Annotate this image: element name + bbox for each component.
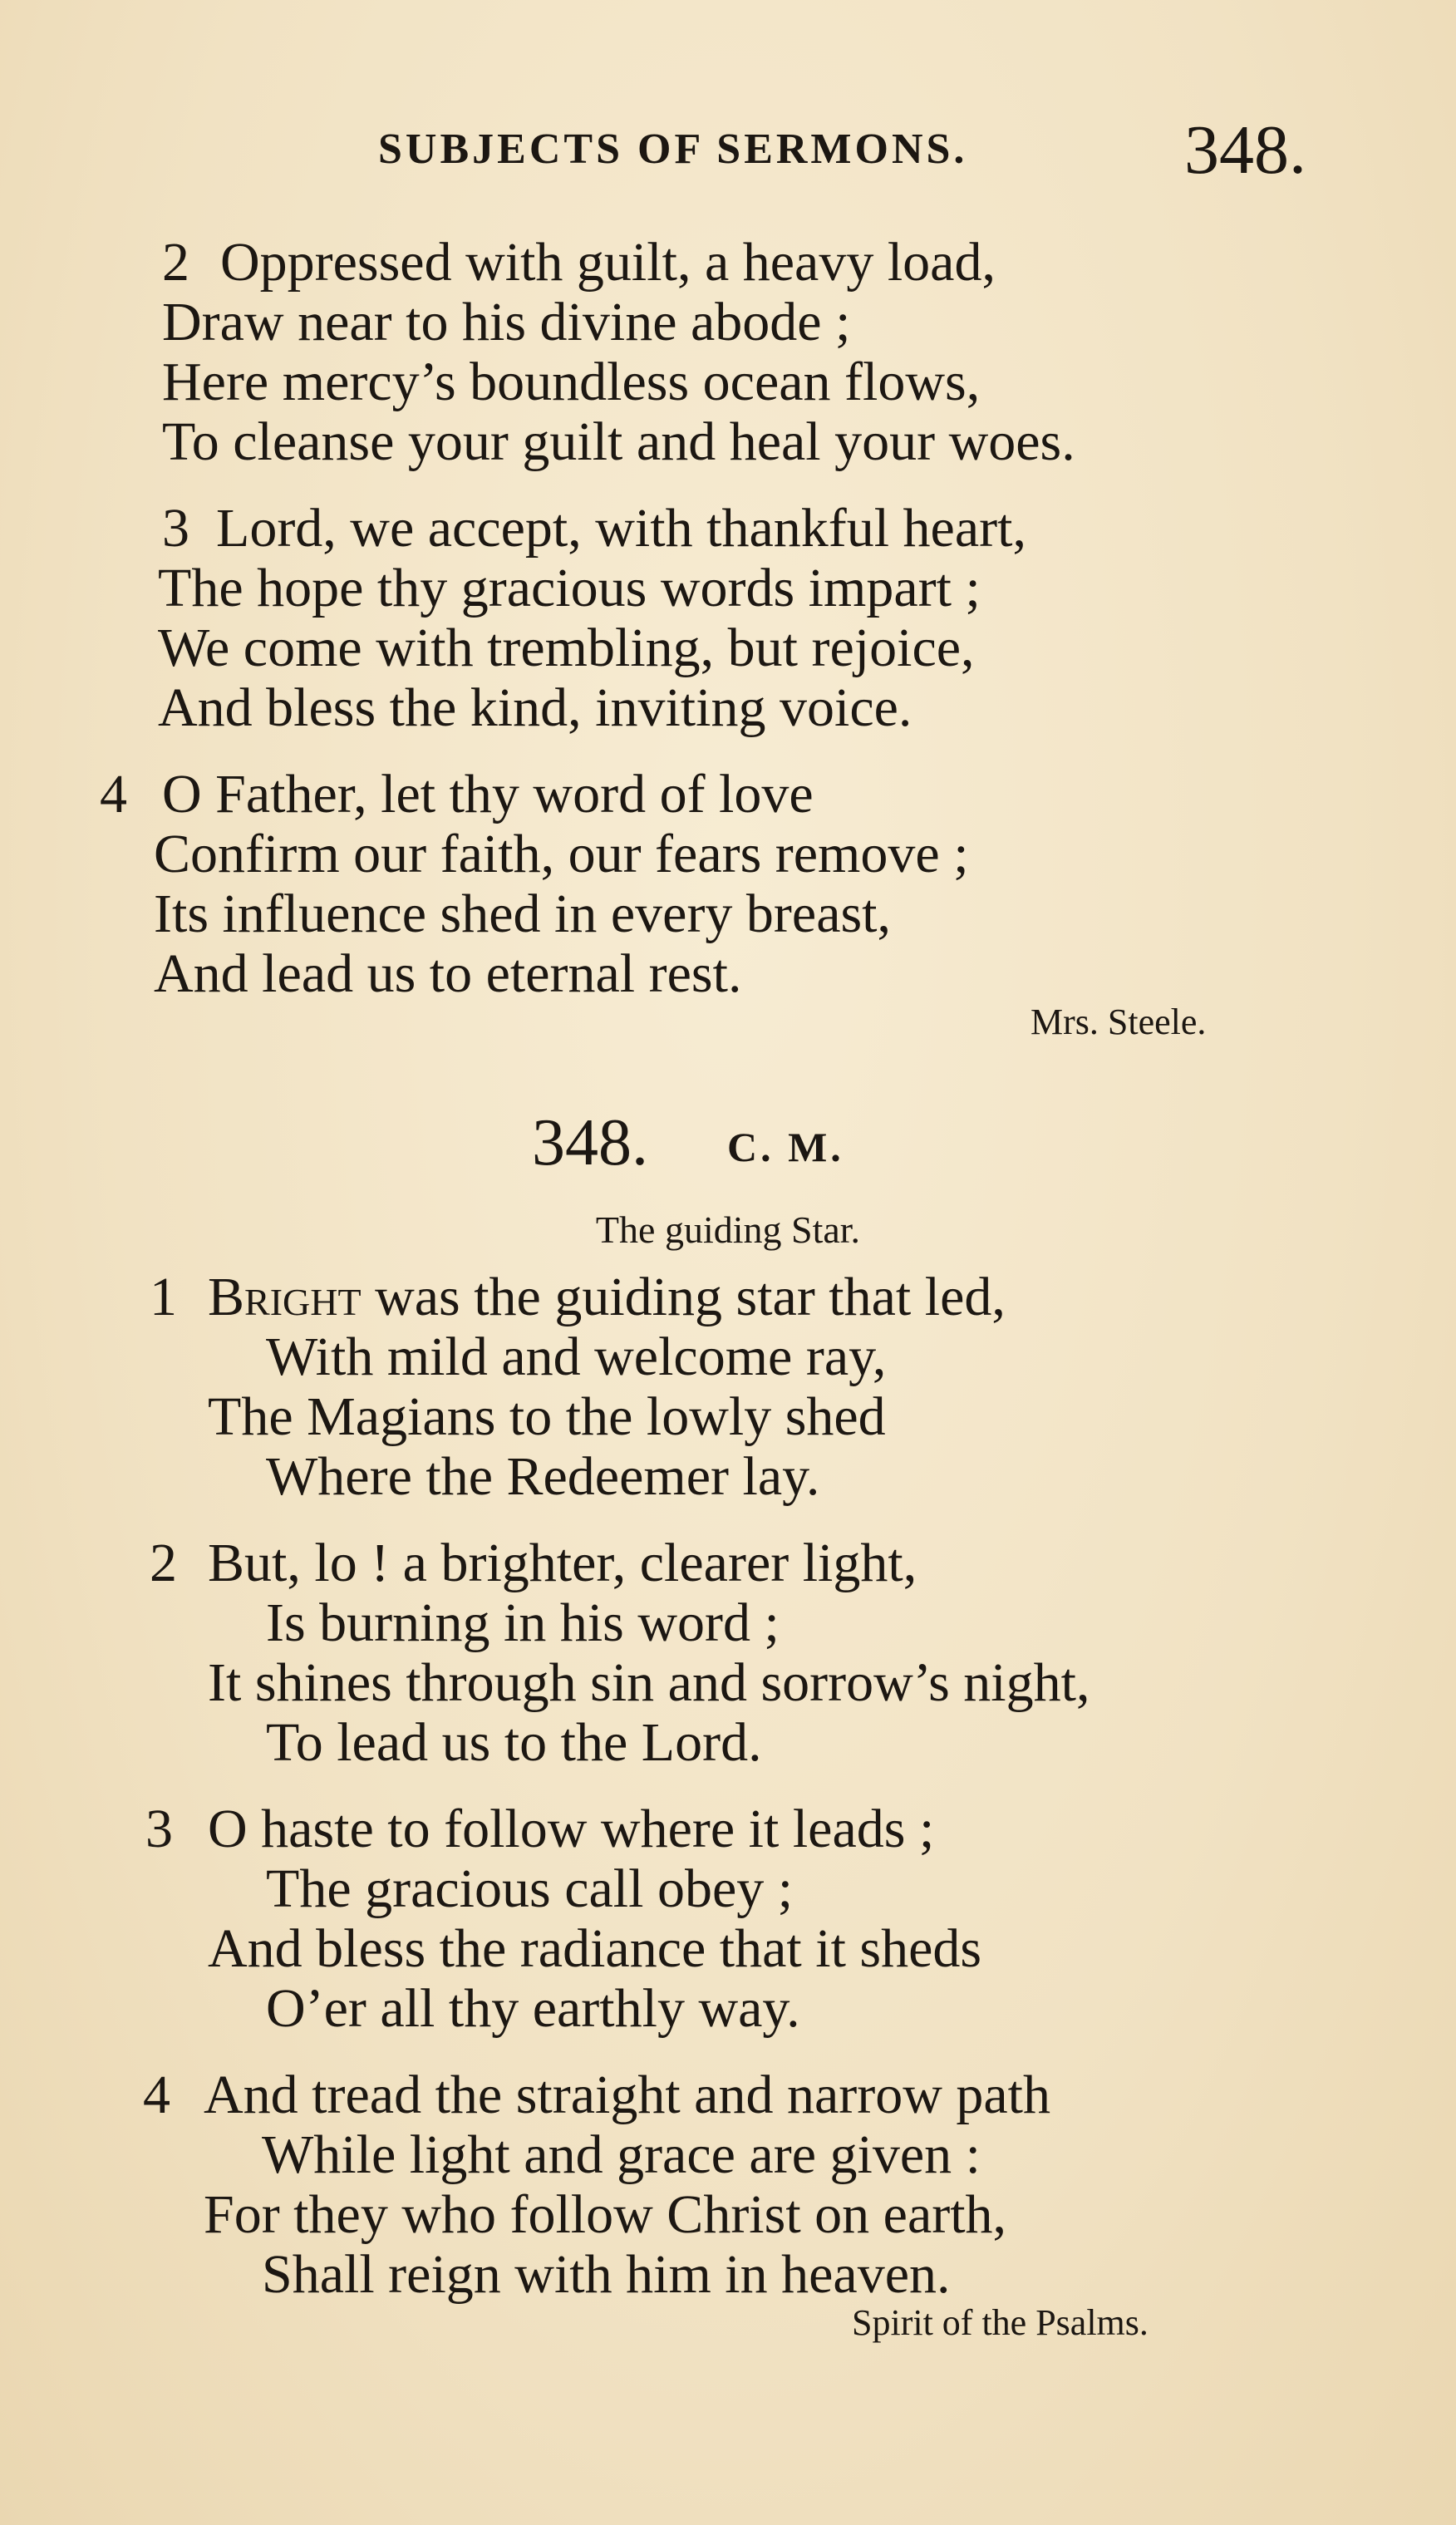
stanza-number: 3	[145, 1799, 173, 1859]
verse-line: For they who follow Christ on earth,	[204, 2184, 1007, 2245]
stanza-number: 4	[143, 2065, 170, 2125]
verse-line: O haste to follow where it leads ;	[208, 1799, 935, 1859]
verse-line	[208, 1267, 1006, 1327]
hymn-meter: C. M.	[727, 1124, 844, 1170]
stanza-number: 2	[162, 232, 189, 293]
page-number: 348.	[1184, 111, 1306, 189]
drop-word: Bright	[208, 1267, 362, 1327]
verse-line: Confirm our faith, our fears remove ;	[154, 824, 969, 884]
stanza-number: 4	[100, 764, 127, 824]
verse-line: O’er all thy earthly way.	[266, 1978, 800, 2039]
verse-line: The gracious call obey ;	[266, 1858, 794, 1919]
verse-line: We come with trembling, but rejoice,	[158, 618, 975, 678]
verse-line: Where the Redeemer lay.	[266, 1446, 820, 1507]
hymn-number: 348.	[532, 1106, 648, 1179]
verse-line: Its influence shed in every breast,	[154, 884, 892, 944]
attribution: Spirit of the Psalms.	[852, 2302, 1149, 2343]
verse-line: Draw near to his divine abode ;	[162, 292, 851, 352]
verse-line: To cleanse your guilt and heal your woes.	[162, 411, 1075, 472]
hymn-title: The guiding Star.	[595, 1208, 861, 1251]
verse-line: The Magians to the lowly shed	[208, 1386, 886, 1447]
verse-line: Oppressed with guilt, a heavy load,	[220, 232, 996, 293]
verse-line-rest: was the guiding star that led,	[361, 1267, 1006, 1327]
verse-line: With mild and welcome ray,	[266, 1326, 887, 1387]
verse-line: Here mercy’s boundless ocean flows,	[162, 352, 981, 412]
hymn-heading	[0, 1101, 1456, 1193]
page-header	[0, 111, 1456, 191]
stanza-number: 3	[162, 498, 189, 559]
verse-line: But, lo ! a brighter, clearer light,	[208, 1533, 917, 1593]
verse-line: To lead us to the Lord.	[266, 1712, 762, 1773]
verse-line: Is burning in his word ;	[266, 1592, 780, 1653]
verse-line: And bless the radiance that it sheds	[208, 1918, 982, 1979]
verse-line: And bless the kind, inviting voice.	[158, 677, 912, 738]
verse-line: And lead us to eternal rest.	[154, 943, 742, 1004]
verse-line: It shines through sin and sorrow’s night,	[208, 1652, 1090, 1713]
running-head: SUBJECTS OF SERMONS.	[378, 126, 968, 173]
verse-line: While light and grace are given :	[262, 2124, 981, 2185]
attribution: Mrs. Steele.	[1031, 1002, 1207, 1042]
stanza-number: 1	[150, 1267, 177, 1327]
verse-line: And tread the straight and narrow path	[204, 2065, 1051, 2125]
verse-line: O Father, let thy word of love	[162, 764, 814, 824]
stanza-number: 2	[150, 1533, 177, 1593]
verse-line: Lord, we accept, with thankful heart,	[216, 498, 1026, 559]
verse-line: Shall reign with him in heaven.	[262, 2244, 951, 2305]
verse-line: The hope thy gracious words impart ;	[158, 558, 981, 618]
